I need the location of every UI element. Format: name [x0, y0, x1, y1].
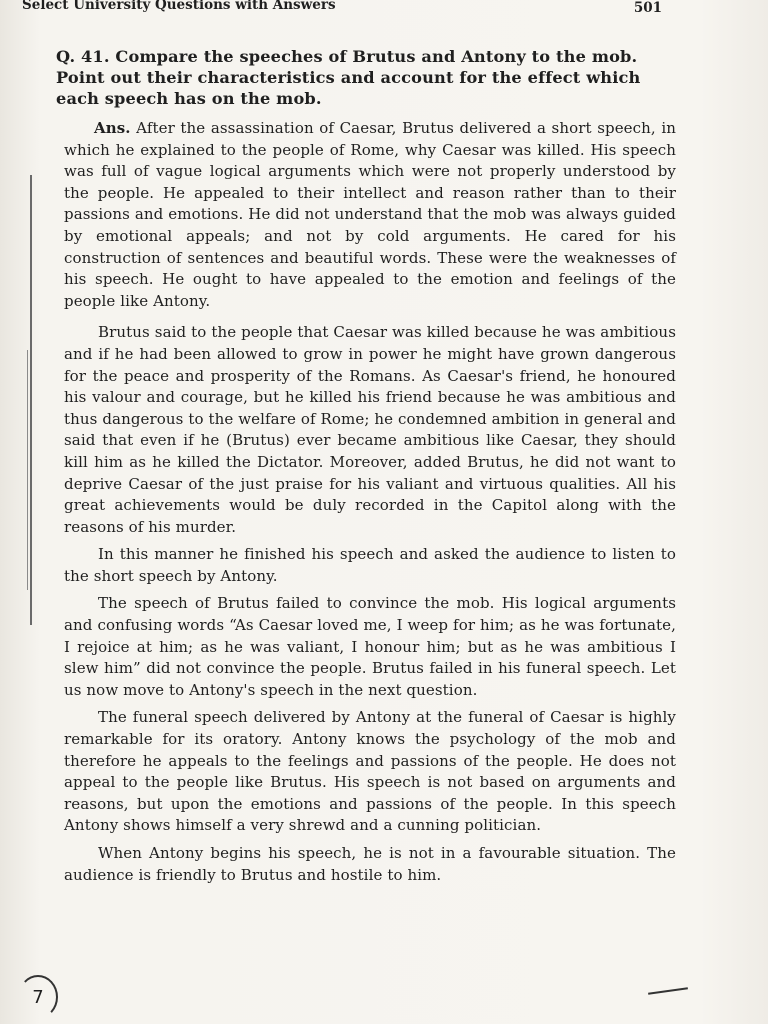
answer-paragraph-1 — [64, 118, 676, 312]
running-header — [22, 0, 662, 16]
answer-paragraph-1-text: After the assassination of Caesar, Brutus delivered a short speech, in which he explained to the people of Rome, why Caesar was killed. His speech was full of vague logical arguments which were not properly understood by the people. He appealed to their intellect and reason rather than to their passions and emotions. He did not understand that the mob was always guided by emotional appeals; and not by cold arguments. He cared for his construction of sentences and beautiful words. These were the weaknesses of his speech. He ought to have appealed to the emotion and feelings of the people like Antony. — [64, 119, 676, 310]
answer-label: Ans. — [94, 119, 131, 137]
margin-number-text: 7 — [32, 986, 44, 1008]
answer-paragraph-2: Brutus said to the people that Caesar was killed because he was ambitious and if he had been allowed to grow in power he might have grown dangerous for the peace and prosperity of the Romans. As Caesar's friend, he honoured his valour and courage, but he killed his friend because he was ambitious and thus dangerous to the welfare of Rome; he condemned ambition in general and said that even if he (Brutus) ever became ambitious like Caesar, they should kill him as he killed the Dictator. Moreover, added Brutus, he did not want to deprive Caesar of the just praise for his valiant and virtuous qualities. All his great achievements would be duly recorded in the Capitol along with the reasons of his murder. — [64, 323, 676, 536]
answer-paragraph-5: The funeral speech delivered by Antony at the funeral of Caesar is highly remarkable for its oratory. Antony knows the psychology of the mob and therefore he appeals to the feelings and passions of the people. He does not appeal to the people like Brutus. His speech is not based on arguments and reasons, but upon the emotions and passions of the people. In this speech Antony shows himself a very shrewd and a cunning politician. — [64, 708, 676, 835]
binding-edge-line — [30, 175, 32, 625]
pen-mark — [648, 987, 688, 995]
header-title: Select University Questions with Answers — [22, 0, 336, 13]
handwritten-margin-number — [18, 975, 58, 1019]
answer-paragraph-6: When Antony begins his speech, he is not in a favourable situation. The audience is friendly to Brutus and hostile to him. — [64, 844, 676, 884]
answer-paragraph-4: The speech of Brutus failed to convince the mob. His logical arguments and confusing words “As Caesar loved me, I weep for him; as he was fortunate, I rejoice at him; as he was valiant, I honour him; but as he was ambitious I slew him” did not convince the people. Brutus failed in his funeral speech. Let us now move to Antony's speech in the next question. — [64, 594, 676, 699]
binding-edge-line-secondary — [27, 350, 28, 590]
page-number: 501 — [633, 0, 662, 16]
answer-paragraph-3: In this manner he finished his speech and asked the audience to listen to the short speech by Antony. — [64, 545, 676, 585]
answer-body — [64, 118, 676, 892]
question-heading: Q. 41. Compare the speeches of Brutus and Antony to the mob. Point out their characteristics and account for the effect which each speech has on the mob. — [56, 47, 641, 108]
